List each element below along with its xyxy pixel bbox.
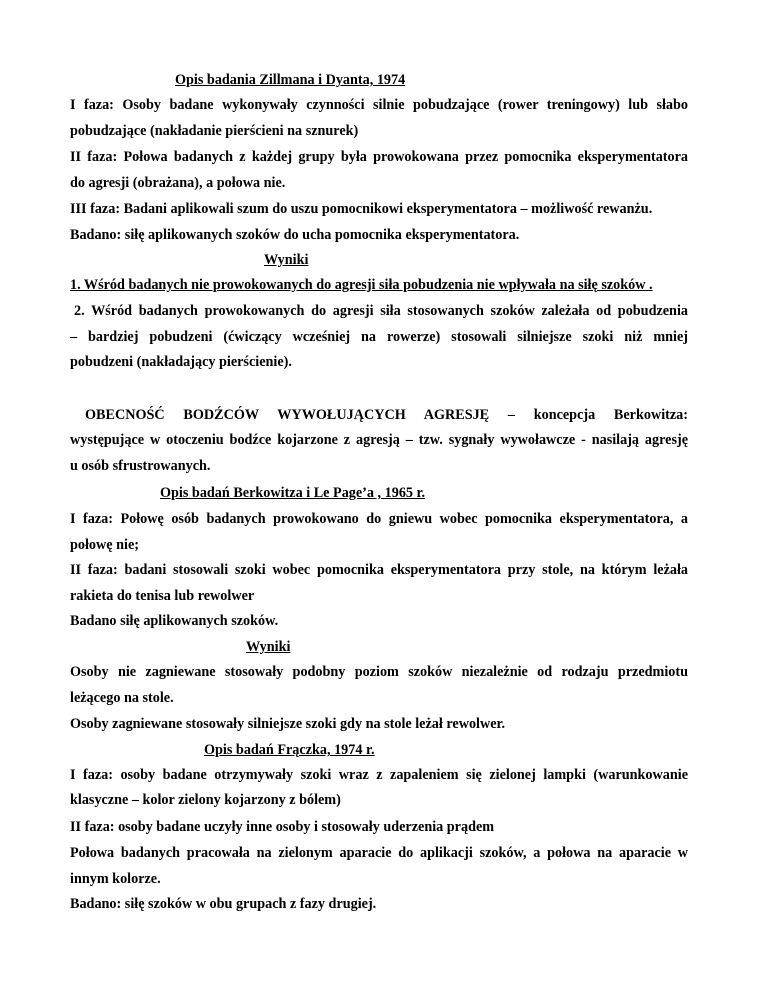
study2-line-1: I faza: Połowę osób badanych prowokowano do gniewu wobec pomocnika eksperymentatora, a [70, 511, 688, 527]
study1-results-heading: Wyniki [264, 252, 309, 268]
study2-title: Opis badań Berkowitza i Le Page’a , 1965 r. [160, 485, 426, 501]
study1-line-5: III faza: Badani aplikowali szum do uszu pomocnikowi eksperymentatora – możliwość rewanżu. [70, 201, 653, 217]
concept-line-3: u osób sfrustrowanych. [70, 458, 211, 474]
study1-result-3: – bardziej pobudzeni (ćwiczący wcześniej na rowerze) stosowali silniejsze szoki niż mniej [70, 329, 688, 345]
study2-results-heading: Wyniki [246, 639, 291, 655]
study3-line-3: II faza: osoby badane uczyły inne osoby i stosowały uderzenia prądem [70, 819, 495, 835]
study3-line-4: Połowa badanych pracowała na zielonym aparacie do aplikacji szoków, a połowa na aparacie w [70, 845, 688, 861]
study1-line-4: do agresji (obrażana), a połowa nie. [70, 175, 286, 191]
study1-line-2: pobudzające (nakładanie pierścieni na sznurek) [70, 123, 359, 139]
study3-line-2: klasyczne – kolor zielony kojarzony z bólem) [70, 792, 341, 808]
study2-result-2: leżącego na stole. [70, 690, 174, 706]
study1-result-1: 1. Wśród badanych nie prowokowanych do agresji siła pobudzenia nie wpływała na siłę szoków . [70, 277, 653, 293]
study3-line-1: I faza: osoby badane otrzymywały szoki wraz z zapaleniem się zielonej lampki (warunkowanie [70, 767, 688, 783]
study2-line-4: rakieta do tenisa lub rewolwer [70, 588, 255, 604]
study2-line-3: II faza: badani stosowali szoki wobec pomocnika eksperymentatora przy stole, na którym leżała [70, 562, 688, 578]
study2-result-3: Osoby zagniewane stosowały silniejsze szoki gdy na stole leżał rewolwer. [70, 716, 506, 732]
study1-line-6: Badano: siłę aplikowanych szoków do ucha pomocnika eksperymentatora. [70, 227, 520, 243]
study1-result-2: 2. Wśród badanych prowokowanych do agresji siła stosowanych szoków zależała od pobudzenia [74, 303, 688, 319]
study2-line-5: Badano siłę aplikowanych szoków. [70, 613, 279, 629]
study1-line-3: II faza: Połowa badanych z każdej grupy była prowokowana przez pomocnika eksperymentatora [70, 149, 688, 165]
study2-result-1: Osoby nie zagniewane stosowały podobny poziom szoków niezależnie od rodzaju przedmiotu [70, 664, 688, 680]
study1-title: Opis badania Zillmana i Dyanta, 1974 [175, 72, 406, 88]
study1-line-1: I faza: Osoby badane wykonywały czynności silnie pobudzające (rower treningowy) lub słabo [70, 97, 688, 113]
study3-title: Opis badań Frączka, 1974 r. [204, 742, 375, 758]
concept-heading-text: OBECNOŚĆ BODŹCÓW WYWOŁUJĄCYCH AGRESJĘ – koncepcja Berkowitza: [85, 407, 688, 423]
study3-line-5: innym kolorze. [70, 871, 161, 887]
study2-line-2: połowę nie; [70, 537, 139, 553]
concept-line-1 [85, 405, 688, 425]
concept-line-2: występujące w otoczeniu bodźce kojarzone z agresją – tzw. sygnały wywoławcze - nasilają agresję [70, 432, 688, 448]
study3-line-6: Badano: siłę szoków w obu grupach z fazy drugiej. [70, 896, 377, 912]
study1-result-4: pobudzeni (nakładający pierścienie). [70, 354, 292, 370]
